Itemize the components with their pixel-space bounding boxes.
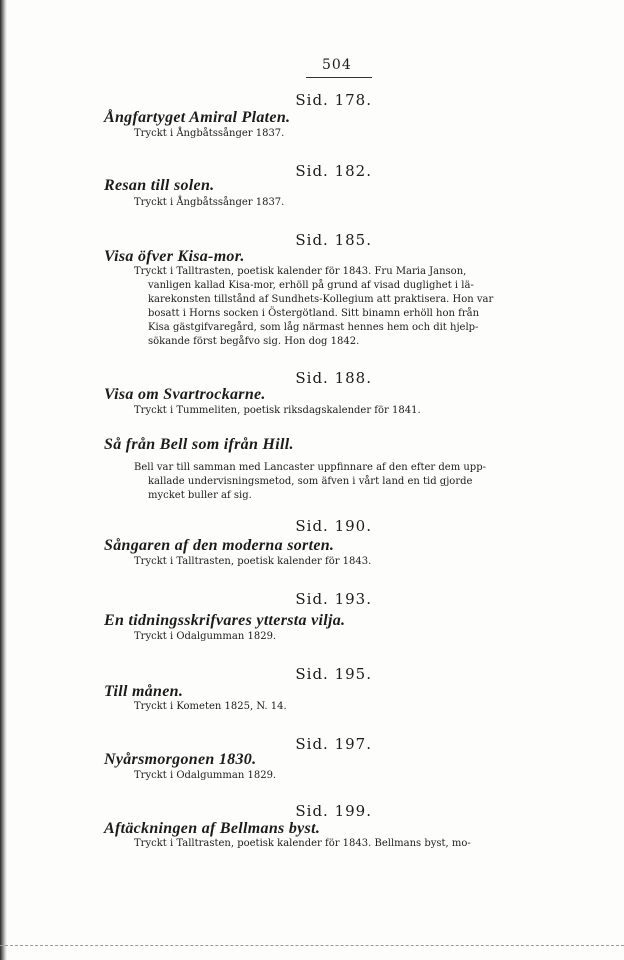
page-number-rule	[306, 77, 372, 78]
entry-title: Sångaren af den moderna sorten.	[104, 537, 335, 554]
entry-note-line: kallade undervisningsmetod, som äfven i vårt land en tid gjorde	[148, 476, 473, 487]
entry-note-line: karekonsten tillstånd af Sundhets-Kollegium att praktisera. Hon var	[148, 294, 494, 305]
book-spine-edge	[0, 0, 7, 960]
entry-note-line: Tryckt i Ångbåtssånger 1837.	[134, 128, 285, 139]
entry-note-line: Tryckt i Talltrasten, poetisk kalender för 1843. Bellmans byst, mo-	[134, 838, 471, 849]
entry-note-line: bosatt i Horns socken i Östergötland. Sitt binamn erhöll hon från	[148, 308, 480, 319]
entry-note-line: Tryckt i Talltrasten, poetisk kalender för 1843. Fru Maria Janson,	[134, 266, 467, 277]
entry-note-line: Tryckt i Kometen 1825, N. 14.	[134, 701, 287, 712]
entry-title: Till månen.	[104, 683, 184, 700]
entry-note-line: Tryckt i Ångbåtssånger 1837.	[134, 197, 285, 208]
entry-note-line: vanligen kallad Kisa-mor, erhöll på grund af visad duglighet i lä-	[148, 280, 474, 291]
sid-heading-182: Sid. 182.	[295, 162, 372, 180]
entry-note-line: mycket buller af sig.	[148, 490, 252, 501]
entry-title: En tidningsskrifvares yttersta vilja.	[104, 612, 346, 629]
entry-note-line: Tryckt i Talltrasten, poetisk kalender för 1843.	[134, 556, 372, 567]
entry-note-line: Tryckt i Tummeliten, poetisk riksdagskalender för 1841.	[134, 405, 421, 416]
page-bottom-edge	[0, 945, 624, 946]
entry-title: Aftäckningen af Bellmans byst.	[104, 820, 321, 837]
entry-title: Ångfartyget Amiral Platen.	[104, 109, 291, 126]
entry-note-line: Tryckt i Odalgumman 1829.	[134, 770, 277, 781]
entry-note-line: Tryckt i Odalgumman 1829.	[134, 631, 277, 642]
sid-heading-193: Sid. 193.	[295, 590, 372, 608]
sid-heading-190: Sid. 190.	[295, 517, 372, 535]
sid-heading-185: Sid. 185.	[295, 231, 372, 249]
entry-note-line: Bell var till samman med Lancaster uppfinnare af den efter dem upp-	[134, 462, 486, 473]
entry-title: Nyårsmorgonen 1830.	[104, 751, 257, 768]
sid-heading-199: Sid. 199.	[295, 802, 372, 820]
entry-title: Visa öfver Kisa-mor.	[104, 248, 245, 265]
entry-title: Resan till solen.	[104, 177, 215, 194]
entry-title: Visa om Svartrockarne.	[104, 386, 266, 403]
entry-note-line: sökande först begåfvo sig. Hon dog 1842.	[148, 336, 360, 347]
sid-heading-188: Sid. 188.	[295, 369, 372, 387]
sid-heading-197: Sid. 197.	[295, 735, 372, 753]
sid-heading-178: Sid. 178.	[295, 91, 372, 109]
entry-note-line: Kisa gästgifvaregård, som låg närmast hennes hem och dit hjelp-	[148, 322, 479, 333]
entry-title: Så från Bell som ifrån Hill.	[104, 436, 294, 453]
page-number: 504	[322, 57, 352, 73]
sid-heading-195: Sid. 195.	[295, 665, 372, 683]
